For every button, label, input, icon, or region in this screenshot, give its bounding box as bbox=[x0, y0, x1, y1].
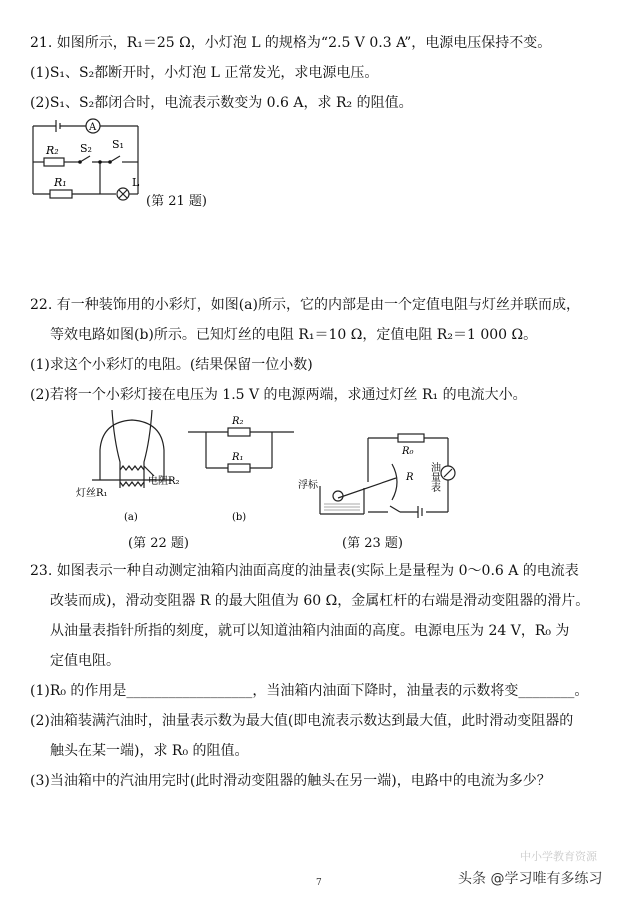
r2-label: R₂ bbox=[46, 144, 59, 157]
gauge-label: 油量表 bbox=[428, 462, 440, 492]
q21-part1: (1)S₁、S₂都断开时，小灯泡 L 正常发光，求电源电压。 bbox=[30, 65, 379, 81]
q23-part2-cont: 触头在某一端)，求 R₀ 的阻值。 bbox=[50, 743, 249, 759]
q23-stem-cont2: 从油量表指针所指的刻度，就可以知道油箱内油面的高度。电源电压为 24 V，R₀ 为 bbox=[50, 623, 570, 639]
resistor-label: 电阻R₂ bbox=[148, 476, 180, 487]
q23-part3: (3)当油箱中的汽油用完时(此时滑动变阻器的触头在另一端)，电路中的电流为多少？ bbox=[30, 773, 551, 789]
r1-label: R₁ bbox=[54, 176, 67, 189]
q22-stem-cont: 等效电路如图(b)所示。已知灯丝的电阻 R₁＝10 Ω，定值电阻 R₂＝1 000 Ω。 bbox=[50, 327, 538, 343]
q22-part2: (2)若将一个小彩灯接在电压为 1.5 V 的电源两端，求通过灯丝 R₁ 的电流大小。 bbox=[30, 387, 527, 403]
q23-caption: (第 23 题) bbox=[342, 536, 403, 551]
q21-part2: (2)S₁、S₂都闭合时，电流表示数变为 0.6 A，求 R₂ 的阻值。 bbox=[30, 95, 413, 111]
b-r1-label: R₁ bbox=[232, 452, 244, 463]
q23-stem-cont1: 改装而成)，滑动变阻器 R 的最大阻值为 60 Ω，金属杠杆的右端是滑动变阻器的滑片。 bbox=[50, 593, 590, 609]
q21-stem: 21. 如图所示，R₁＝25 Ω，小灯泡 L 的规格为“2.5 V 0.3 A”，电源电压保持不变。 bbox=[30, 35, 552, 51]
q23-part1: (1)R₀ 的作用是__________________，当油箱内油面下降时，油量表的示数将变________。 bbox=[30, 683, 589, 699]
q23-part2: (2)油箱装满汽油时，油量表示数为最大值(即电流表示数达到最大值，此时滑动变阻器的 bbox=[30, 713, 574, 729]
s1-label: S₁ bbox=[112, 138, 124, 151]
lamp-label: L bbox=[132, 176, 140, 189]
q23-stem-cont3: 定值电阻。 bbox=[50, 653, 120, 669]
r-label: R bbox=[406, 472, 414, 483]
figure-a-label: (a) bbox=[124, 512, 138, 523]
s2-label: S₂ bbox=[80, 142, 92, 155]
q23-stem: 23. 如图表示一种自动测定油箱内油面高度的油量表(实际上是量程为 0～0.6 A 的电流表 bbox=[30, 563, 579, 579]
q22-part1: (1)求这个小彩灯的电阻。(结果保留一位小数) bbox=[30, 357, 313, 373]
float-label: 浮标 bbox=[298, 480, 318, 491]
faint-watermark: 中小学教育资源 bbox=[520, 850, 597, 863]
q22-stem: 22. 有一种装饰用的小彩灯，如图(a)所示，它的内部是由一个定值电阻与灯丝并联而成， bbox=[30, 297, 580, 313]
filament-label: 灯丝R₁ bbox=[76, 488, 108, 499]
q22-bulb-figure-a bbox=[72, 410, 190, 528]
q21-circuit-diagram bbox=[28, 116, 148, 208]
b-r2-label: R₂ bbox=[232, 416, 244, 427]
page-number: 7 bbox=[316, 878, 322, 888]
figure-b-label: (b) bbox=[232, 512, 247, 523]
ammeter-label: A bbox=[89, 122, 97, 133]
source-watermark: 头条 @学习唯有多练习 bbox=[458, 871, 603, 887]
q23-fuel-gauge-diagram bbox=[298, 428, 458, 524]
q22-caption: (第 22 题) bbox=[128, 536, 189, 551]
q22-circuit-figure-b bbox=[188, 414, 294, 526]
r0-label: R₀ bbox=[402, 446, 414, 457]
q21-caption: (第 21 题) bbox=[146, 194, 207, 209]
